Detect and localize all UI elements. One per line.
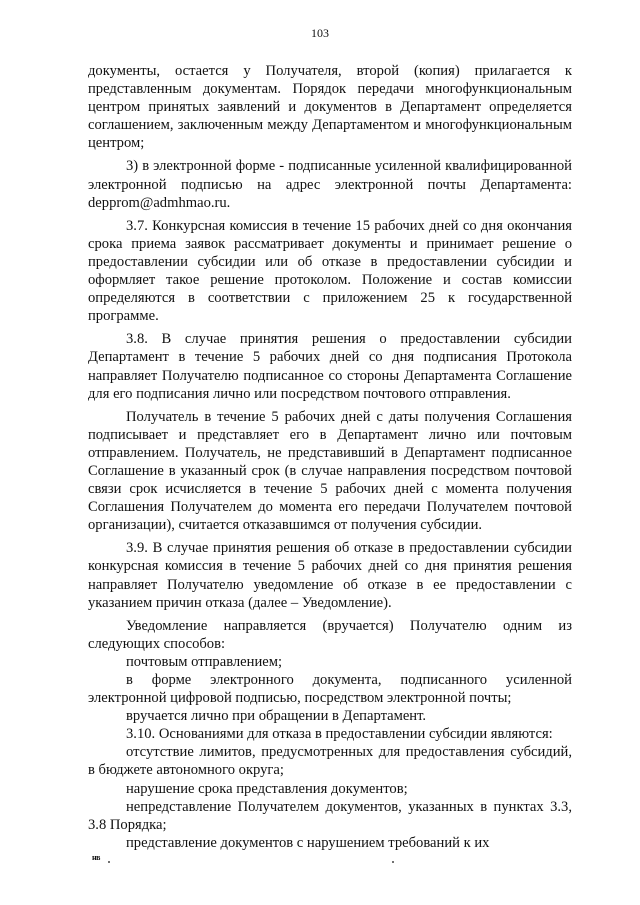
page-number: 103 — [311, 26, 329, 40]
corner-mark: нв — [92, 853, 100, 862]
list-item-electronic: в форме электронного документа, подписанного усиленной электронной цифровой подписью, посредством электронной почты; — [88, 672, 572, 707]
list-item-postal: почтовым отправлением; — [126, 653, 283, 670]
paragraph-3-9: 3.9. В случае принятия решения об отказе в предоставлении субсидии конкурсная комиссия в течение 5 рабочих дней со дня принятия решения направляет Получателю уведомление об отказе в ее предоставлении с указанием причин отказа (далее – Уведомление). — [88, 540, 572, 611]
list-item-requirements-violation: представление документов с нарушением требований к их — [126, 834, 490, 851]
paragraph-continuation: документы, остается у Получателя, второй (копия) прилагается к представленным документам. Порядок передачи многофункциональным центром принятых заявлений и документов в Департамент определяется соглашением, заключенным между Департаментом и многофункциональным центром; — [88, 63, 572, 152]
paragraph-electronic-form: 3) в электронной форме - подписанные усиленной квалифицированной электронной подписью на адрес электронной почты Департамента: depprom@admhmao.ru. — [88, 158, 572, 211]
document-body — [88, 62, 572, 852]
paragraph-notification-methods: Уведомление направляется (вручается) Получателю одним из следующих способов: — [88, 617, 572, 652]
scan-speck — [392, 861, 394, 863]
list-item-deadline-violation: нарушение срока представления документов; — [126, 780, 408, 797]
list-item-in-person: вручается лично при обращении в Департамент. — [126, 708, 427, 725]
paragraph-3-10: 3.10. Основаниями для отказа в предоставлении субсидии являются: — [126, 726, 553, 743]
scan-speck — [108, 861, 110, 863]
paragraph-3-7: 3.7. Конкурсная комиссия в течение 15 рабочих дней со дня окончания срока приема заявок рассматривает документы и принимает решение о предоставлении субсидии или об отказе в предоставлении субсидии и оформляет такое решение протоколом. Положение и состав комиссии определяются в соответствии с приложением 25 к государственной программе. — [88, 217, 572, 325]
list-item-no-limits: отсутствие лимитов, предусмотренных для предоставления субсидий, в бюджете автономного округа; — [88, 744, 572, 779]
paragraph-3-8: 3.8. В случае принятия решения о предоставлении субсидии Департамент в течение 5 рабочих дней со дня подписания Протокола направляет Получателю подписанное со стороны Департамента Соглашение для его подписания лично или посредством почтового отправления. — [88, 331, 572, 402]
paragraph-recipient-signing: Получатель в течение 5 рабочих дней с даты получения Соглашения подписывает и представляет его в Департамент лично или почтовым отправлением. Получатель, не представивший в Департамент подписанное Соглашение в указанный срок (в случае направления посредством почтовой связи срок исчисляется в течение 5 рабочих дней с момента получения Соглашения Получателем до момента его передачи Получателем почтовой организации), считается отказавшимся от получения субсидии. — [88, 408, 572, 534]
list-item-missing-documents: непредставление Получателем документов, указанных в пунктах 3.3, 3.8 Порядка; — [88, 798, 572, 833]
